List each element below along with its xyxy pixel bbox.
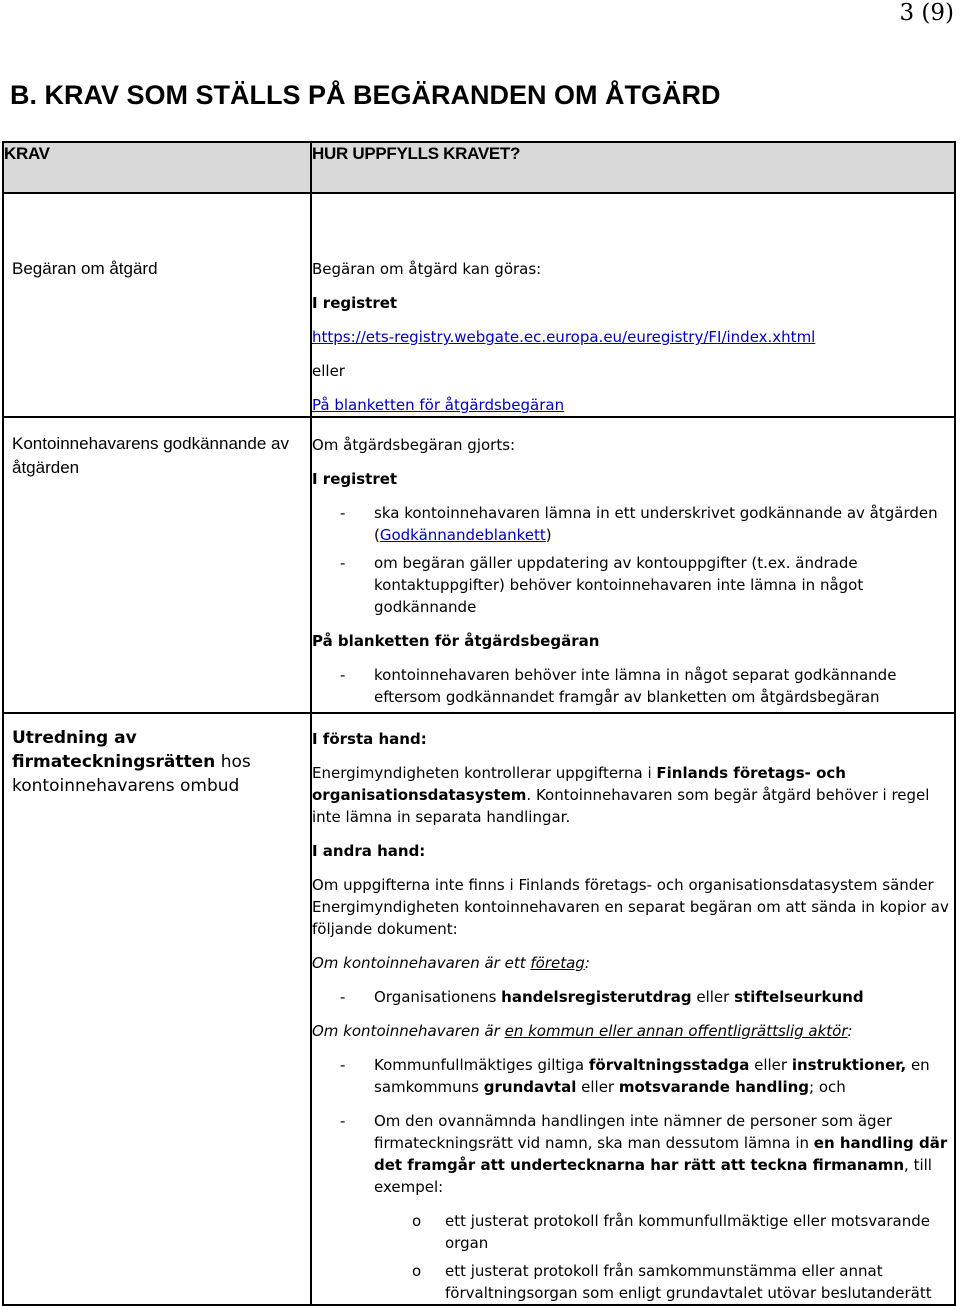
- m1-f: grundavtal: [483, 1078, 577, 1096]
- bullet2-text: om begäran gäller uppdatering av kontouppgifter (t.ex. ändrade kontaktuppgifter) behöver kontoinnehavaren inte lämna in något godkännande: [374, 554, 864, 616]
- list-item: [312, 1260, 954, 1304]
- m1-h: motsvarande handling: [618, 1078, 810, 1096]
- registry-url-link[interactable]: https://ets-registry.webgate.ec.europa.eu/euregistry/FI/index.xhtml: [312, 328, 816, 346]
- first-hand-heading: I första hand:: [312, 730, 427, 748]
- m1-b: förvaltningsstadga: [588, 1056, 750, 1074]
- m1-g: eller: [576, 1078, 619, 1096]
- example-sublist: [312, 1210, 954, 1304]
- company-text-a: Om kontoinnehavaren är ett: [312, 954, 531, 972]
- company-text-b: företag: [530, 954, 585, 972]
- table-header-row: [3, 142, 955, 193]
- row1-intro: Begäran om åtgärd kan göras:: [312, 260, 542, 278]
- row2-intro: Om åtgärdsbegäran gjorts:: [312, 436, 516, 454]
- m1-i: ; och: [809, 1078, 846, 1096]
- p1-text-a: Energimyndigheten kontrollerar uppgifterna i: [312, 764, 657, 782]
- table-row: [3, 417, 955, 713]
- sub1-text: ett justerat protokoll från kommunfullmäktige eller motsvarande organ: [445, 1212, 930, 1252]
- m2-a: Om den ovannämnda handlingen inte nämner de personer som äger firmateckningsrätt vid namn, ska man dessutom lämna in: [374, 1112, 892, 1152]
- sub2-text: ett justerat protokoll från samkommunstämma eller annat förvaltningsorgan som enligt grundavtalet utövar beslutanderätt: [445, 1262, 932, 1302]
- list-item: [312, 552, 954, 618]
- header-krav: KRAV: [4, 144, 50, 163]
- requirements-table: [2, 141, 956, 1306]
- table-row: [3, 193, 955, 417]
- section-title: B. KRAV SOM STÄLLS PÅ BEGÄRANDEN OM ÅTGÄRD: [10, 80, 721, 110]
- godkannandeblankett-link[interactable]: Godkännandeblankett: [379, 526, 546, 544]
- m1-d: instruktioner,: [791, 1056, 907, 1074]
- first-hand-paragraph: [312, 762, 954, 828]
- table-row: [3, 713, 955, 1305]
- municipal-heading: [312, 1020, 954, 1042]
- list-item: [312, 664, 954, 708]
- row2-in-registry: I registret: [312, 470, 398, 488]
- second-hand-paragraph: Om uppgifterna inte finns i Finlands företags- och organisationsdatasystem sänder Energimyndigheten kontoinnehavaren en separat begäran om att sända in kopior av följande dokument:: [312, 876, 949, 938]
- p1-text-b: Finlands företags- och organisationsdatasystem: [312, 764, 846, 804]
- form-bullets: [312, 664, 954, 708]
- registry-bullets: [312, 502, 954, 618]
- row2-on-form: På blanketten för åtgärdsbegäran: [312, 632, 600, 650]
- m2-c: , till exempel:: [374, 1156, 932, 1196]
- list-item: [312, 502, 954, 546]
- municipal-bullets: [312, 1054, 954, 1198]
- row1-or: eller: [312, 362, 345, 380]
- bullet3-text: kontoinnehavaren behöver inte lämna in något separat godkännande eftersom godkännandet framgår av blanketten om åtgärdsbegäran: [374, 666, 897, 706]
- municipal-text-a: Om kontoinnehavaren är: [312, 1022, 505, 1040]
- list-item: [312, 986, 954, 1008]
- m1-c: eller: [749, 1056, 792, 1074]
- form-link-atgardsbegaran[interactable]: På blanketten för åtgärdsbegäran: [312, 396, 565, 414]
- p1-text-c: . Kontoinnehavaren som begär åtgärd behöver i regel inte lämna in separata handlingar.: [312, 786, 930, 826]
- row1-in-registry: I registret: [312, 294, 398, 312]
- header-hur-uppfylls: HUR UPPFYLLS KRAVET?: [312, 144, 521, 163]
- list-item: [312, 1054, 954, 1098]
- row3-label-bold: Utredning av firmateckningsrätten: [12, 728, 216, 772]
- m1-a: Kommunfullmäktiges giltiga: [374, 1056, 589, 1074]
- row3-label-rest: hos kontoinnehavarens ombud: [12, 752, 251, 796]
- c-bullet-b: handelsregisterutdrag: [501, 988, 692, 1006]
- company-text-c: :: [584, 954, 590, 972]
- company-bullets: [312, 986, 954, 1008]
- list-item: [312, 1110, 954, 1198]
- row-label-godkannande: Kontoinnehavarens godkännande av åtgärden: [12, 434, 289, 477]
- c-bullet-c: eller: [691, 988, 735, 1006]
- row-label-begaran: Begäran om åtgärd: [12, 259, 158, 278]
- row-label-firmateckning: [4, 714, 310, 798]
- m2-b: en handling där det framgår att undertecknarna har rätt att teckna firmanamn: [374, 1134, 948, 1174]
- bullet1-paren-open: (: [374, 526, 380, 544]
- second-hand-heading: I andra hand:: [312, 842, 426, 860]
- municipal-text-b: en kommun eller annan offentligrättslig aktör: [504, 1022, 848, 1040]
- c-bullet-d: stiftelseurkund: [734, 988, 864, 1006]
- company-heading: [312, 952, 954, 974]
- bullet1-paren-close: ): [545, 526, 552, 544]
- c-bullet-a: Organisationens: [374, 988, 502, 1006]
- list-item: [312, 1210, 954, 1254]
- page-number: 3 (9): [899, 0, 954, 26]
- m1-e: en samkommuns: [374, 1056, 930, 1096]
- municipal-text-c: :: [847, 1022, 853, 1040]
- bullet1-text: ska kontoinnehavaren lämna in ett underskrivet godkännande av åtgärden: [374, 504, 938, 522]
